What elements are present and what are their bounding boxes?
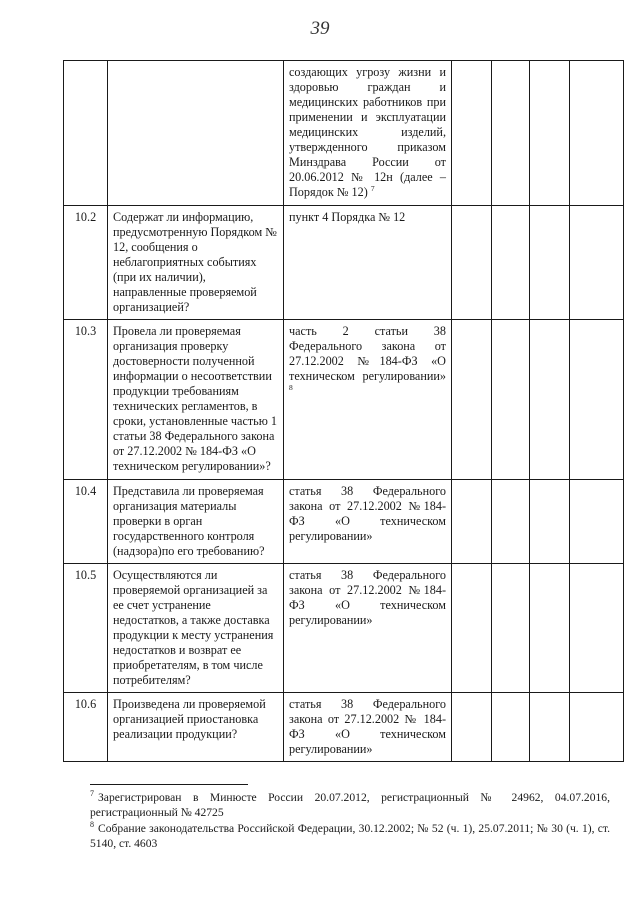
empty-check-cell xyxy=(570,564,624,693)
empty-check-cell xyxy=(570,693,624,762)
empty-check-cell xyxy=(570,206,624,320)
legal-reference-text: часть 2 статьи 38 Федерального закона от 27.12.2002 №184-ФЗ «О техническом регулировании» xyxy=(289,324,446,383)
legal-reference xyxy=(284,480,452,564)
footnote-text: Собрание законодательства Российской Федерации, 30.12.2002; № 52 (ч. 1), 25.07.2011; № 30 (ч. 1), ст. 5140, ст. 4603 xyxy=(90,822,610,850)
table-row xyxy=(64,206,624,320)
empty-check-cell xyxy=(452,61,492,206)
empty-check-cell xyxy=(570,320,624,480)
legal-reference-text: создающих угрозу жизни и здоровью граждан и медицинских работников при применении и эксплуатации медицинских изделий, утвержденного приказом Минздрава России от 20.06.2012 № 12н (далее – Порядок № 12) xyxy=(289,65,446,199)
empty-check-cell xyxy=(530,480,570,564)
empty-check-cell xyxy=(530,61,570,206)
footnote-reference: 7 xyxy=(370,183,375,193)
empty-check-cell xyxy=(492,480,530,564)
empty-check-cell xyxy=(530,564,570,693)
empty-check-cell xyxy=(530,693,570,762)
legal-reference xyxy=(284,61,452,206)
footnote-mark: 8 xyxy=(90,820,94,830)
question-text: Осуществляются ли проверяемой организацией за ее счет устранение недостатков, а также доставка продукции к месту устранения недостатков и возврат ее приобретателям, в том числе потребителям? xyxy=(108,564,284,693)
footnote-text: Зарегистрирован в Минюсте России 20.07.2012, регистрационный № 24962, 04.07.2016, регистрационный № 42725 xyxy=(90,791,610,819)
item-number: 10.3 xyxy=(64,320,108,480)
legal-reference xyxy=(284,564,452,693)
footnote xyxy=(90,821,610,851)
item-number: 10.2 xyxy=(64,206,108,320)
table-row xyxy=(64,480,624,564)
empty-check-cell xyxy=(452,206,492,320)
footnotes xyxy=(90,790,610,852)
legal-reference xyxy=(284,320,452,480)
legal-reference xyxy=(284,693,452,762)
question-text xyxy=(108,61,284,206)
empty-check-cell xyxy=(492,206,530,320)
question-text: Провела ли проверяемая организация проверку достоверности полученной информации о несоответствии продукции требованиям технических регламентов, в сроки, установленные частью 1 статьи 38 Федерального закона от 27.12.2002 № 184-ФЗ «О техническом регулировании»? xyxy=(108,320,284,480)
legal-reference xyxy=(284,206,452,320)
empty-check-cell xyxy=(452,693,492,762)
empty-check-cell xyxy=(530,320,570,480)
question-text: Произведена ли проверяемой организацией приостановка реализации продукции? xyxy=(108,693,284,762)
question-text: Содержат ли информацию, предусмотренную Порядком № 12, сообщения о неблагоприятных событиях (при их наличии), направленные проверяемой организацией? xyxy=(108,206,284,320)
page-number: 39 xyxy=(310,18,330,39)
item-number: 10.4 xyxy=(64,480,108,564)
table-row xyxy=(64,320,624,480)
empty-check-cell xyxy=(570,480,624,564)
footnote-reference: 8 xyxy=(289,382,293,392)
empty-check-cell xyxy=(492,320,530,480)
legal-reference-text: статья 38 Федерального закона от 27.12.2002 №184-ФЗ «О техническом регулировании» xyxy=(289,568,446,627)
checklist-table xyxy=(63,60,624,762)
footnote xyxy=(90,790,610,820)
table-row xyxy=(64,564,624,693)
footnote-separator xyxy=(90,784,248,785)
empty-check-cell xyxy=(492,564,530,693)
empty-check-cell xyxy=(492,61,530,206)
empty-check-cell xyxy=(492,693,530,762)
table-row xyxy=(64,693,624,762)
table-row xyxy=(64,61,624,206)
empty-check-cell xyxy=(570,61,624,206)
item-number: 10.6 xyxy=(64,693,108,762)
empty-check-cell xyxy=(452,480,492,564)
legal-reference-text: пункт 4 Порядка № 12 xyxy=(289,210,406,224)
empty-check-cell xyxy=(452,320,492,480)
item-number: 10.5 xyxy=(64,564,108,693)
empty-check-cell xyxy=(530,206,570,320)
question-text: Представила ли проверяемая организация материалы проверки в орган государственного контроля (надзора)по его требованию? xyxy=(108,480,284,564)
empty-check-cell xyxy=(452,564,492,693)
legal-reference-text: статья 38 Федерального закона от 27.12.2002 №184-ФЗ «О техническом регулировании» xyxy=(289,484,446,543)
item-number xyxy=(64,61,108,206)
footnote-mark: 7 xyxy=(90,789,94,799)
legal-reference-text: статья 38 Федерального закона от 27.12.2002 № 184-ФЗ «О техническом регулировании» xyxy=(289,697,446,756)
